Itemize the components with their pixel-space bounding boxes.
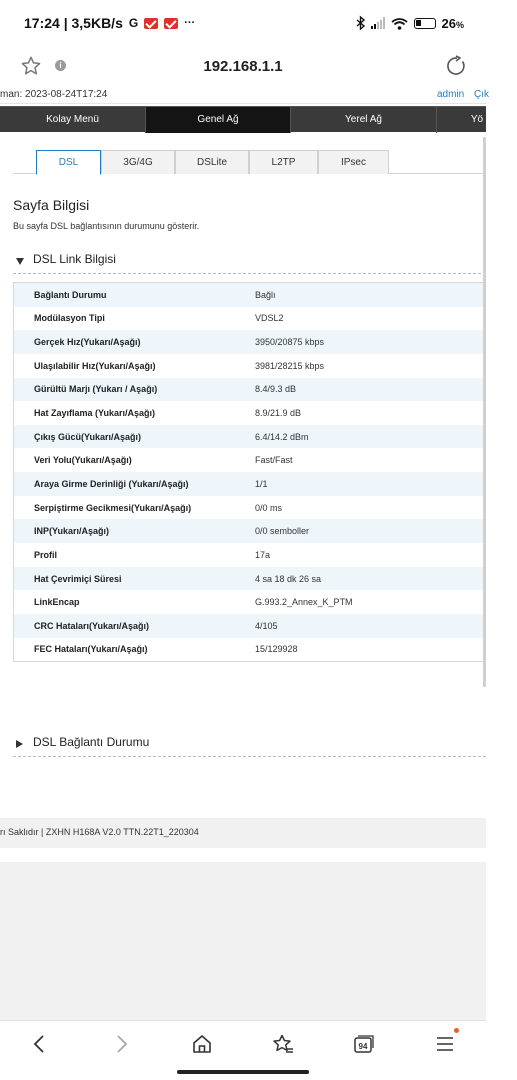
table-row [14, 401, 486, 425]
divider [13, 273, 486, 274]
main-nav [0, 106, 486, 132]
tab-ipsec[interactable]: IPsec [318, 150, 389, 174]
google-icon: G [128, 16, 139, 30]
table-row [14, 590, 486, 614]
row-label: Gerçek Hız(Yukarı/Aşağı) [34, 337, 141, 348]
table-row [14, 378, 486, 402]
back-icon [32, 1034, 46, 1054]
table-row [14, 307, 486, 331]
tab-3g-4g[interactable]: 3G/4G [101, 150, 175, 174]
row-value: VDSL2 [255, 313, 284, 324]
collapse-arrow-icon [16, 258, 24, 265]
page-description: Bu sayfa DSL bağlantısının durumunu gösterir. [13, 221, 200, 231]
status-bar [0, 0, 486, 46]
table-row [14, 448, 486, 472]
table-row [14, 283, 486, 307]
battery-percent: 26% [441, 15, 464, 31]
home-button[interactable] [187, 1031, 217, 1057]
row-label: Hat Çevrimiçi Süresi [34, 573, 122, 584]
row-value: 1/1 [255, 478, 268, 489]
bookmarks-icon [272, 1034, 294, 1054]
row-value: 8.9/21.9 dB [255, 408, 302, 419]
table-row [14, 614, 486, 638]
battery-icon [414, 18, 436, 29]
row-value: 8.4/9.3 dB [255, 384, 297, 395]
menu-icon [436, 1036, 454, 1052]
tab-dslite[interactable]: DSLite [175, 150, 249, 174]
row-value: 3950/20875 kbps [255, 337, 325, 348]
forward-button[interactable] [107, 1031, 137, 1057]
row-label: Modülasyon Tipi [34, 313, 105, 324]
table-row [14, 519, 486, 543]
row-value: 6.4/14.2 dBm [255, 431, 309, 442]
divider [13, 756, 486, 757]
row-label: Gürültü Marjı (Yukarı / Aşağı) [34, 384, 158, 395]
row-value: 0/0 ms [255, 502, 283, 513]
row-value: 3981/28215 kbps [255, 360, 325, 371]
section-dsl-connection-header[interactable] [13, 735, 486, 757]
row-value: 0/0 semboller [255, 526, 310, 537]
bluetooth-icon [356, 16, 365, 30]
menu-button[interactable] [430, 1031, 460, 1057]
row-label: Çıkış Gücü(Yukarı/Aşağı) [34, 431, 142, 442]
table-row [14, 330, 486, 354]
section-dsl-link-header[interactable] [13, 252, 486, 274]
table-row [14, 567, 486, 591]
mail-icon [164, 18, 178, 29]
footer-text: rı Saklıdır | ZXHN H168A V2.0 TTN.22T1_220304 [0, 827, 199, 837]
signal-icon [371, 17, 385, 29]
tab-l2tp[interactable]: L2TP [249, 150, 318, 174]
table-row [14, 472, 486, 496]
page-title: Sayfa Bilgisi [13, 197, 90, 213]
row-label: Araya Girme Derinliği (Yukarı/Aşağı) [34, 478, 189, 489]
row-label: Serpiştirme Gecikmesi(Yukarı/Aşağı) [34, 502, 192, 513]
url-text[interactable]: 192.168.1.1 [203, 58, 283, 75]
tab-count: 94 [358, 1042, 368, 1051]
sub-tabs [13, 150, 486, 174]
nav-item-kolay-menu[interactable]: Kolay Menü [46, 114, 99, 125]
row-label: LinkEncap [34, 597, 80, 608]
session-time: man: 2023-08-24T17:24 [0, 89, 108, 100]
reload-icon[interactable] [444, 54, 468, 78]
row-value: 4 sa 18 dk 26 sa [255, 573, 322, 584]
tab-dsl[interactable]: DSL [36, 150, 101, 175]
home-indicator[interactable] [177, 1070, 309, 1074]
tabs-button[interactable] [349, 1031, 379, 1057]
row-label: CRC Hataları(Yukarı/Aşağı) [34, 620, 150, 631]
table-row [14, 354, 486, 378]
row-value: G.993.2_Annex_K_PTM [255, 597, 353, 608]
more-notifications-icon: ··· [184, 17, 196, 29]
row-label: Bağlantı Durumu [34, 289, 107, 300]
footer-area [0, 862, 486, 1020]
section-title: DSL Bağlantı Durumu [33, 735, 150, 749]
nav-item-genel-ag[interactable]: Genel Ağ [146, 107, 290, 133]
dsl-info-table [13, 282, 486, 662]
mail-icon [144, 18, 158, 29]
address-bar [0, 46, 486, 88]
site-info-icon[interactable]: i [55, 60, 66, 71]
scrollbar[interactable] [483, 137, 486, 687]
notification-dot [454, 1028, 459, 1033]
back-button[interactable] [24, 1031, 54, 1057]
row-label: FEC Hataları(Yukarı/Aşağı) [34, 644, 148, 655]
wifi-icon [391, 17, 408, 30]
bookmarks-button[interactable] [268, 1031, 298, 1057]
row-value: 4/105 [255, 620, 278, 631]
table-row [14, 425, 486, 449]
page-footer [0, 818, 486, 848]
table-row [14, 638, 486, 662]
forward-icon [115, 1034, 129, 1054]
user-link[interactable]: admin [437, 89, 465, 100]
row-label: Profil [34, 549, 58, 560]
row-value: Bağlı [255, 289, 276, 300]
row-value: Fast/Fast [255, 455, 293, 466]
table-row [14, 496, 486, 520]
expand-arrow-icon [16, 740, 23, 748]
row-label: INP(Yukarı/Aşağı) [34, 526, 110, 537]
row-label: Hat Zayıflama (Yukarı/Aşağı) [34, 408, 156, 419]
tabs-icon [354, 1035, 374, 1053]
row-label: Veri Yolu(Yukarı/Aşağı) [34, 455, 132, 466]
table-row [14, 543, 486, 567]
status-time-speed: 17:24 | 3,5KB/s [24, 15, 123, 31]
section-title: DSL Link Bilgisi [33, 252, 116, 266]
logout-link[interactable]: Çık [474, 89, 489, 100]
home-icon [192, 1034, 212, 1054]
row-value: 17a [255, 549, 271, 560]
nav-item-yonetim[interactable]: Yö [470, 114, 484, 125]
row-label: Ulaşılabilir Hız(Yukarı/Aşağı) [34, 360, 156, 371]
row-value: 15/129928 [255, 644, 298, 655]
page-header-row [0, 88, 489, 104]
nav-item-yerel-ag[interactable]: Yerel Ağ [345, 114, 382, 125]
